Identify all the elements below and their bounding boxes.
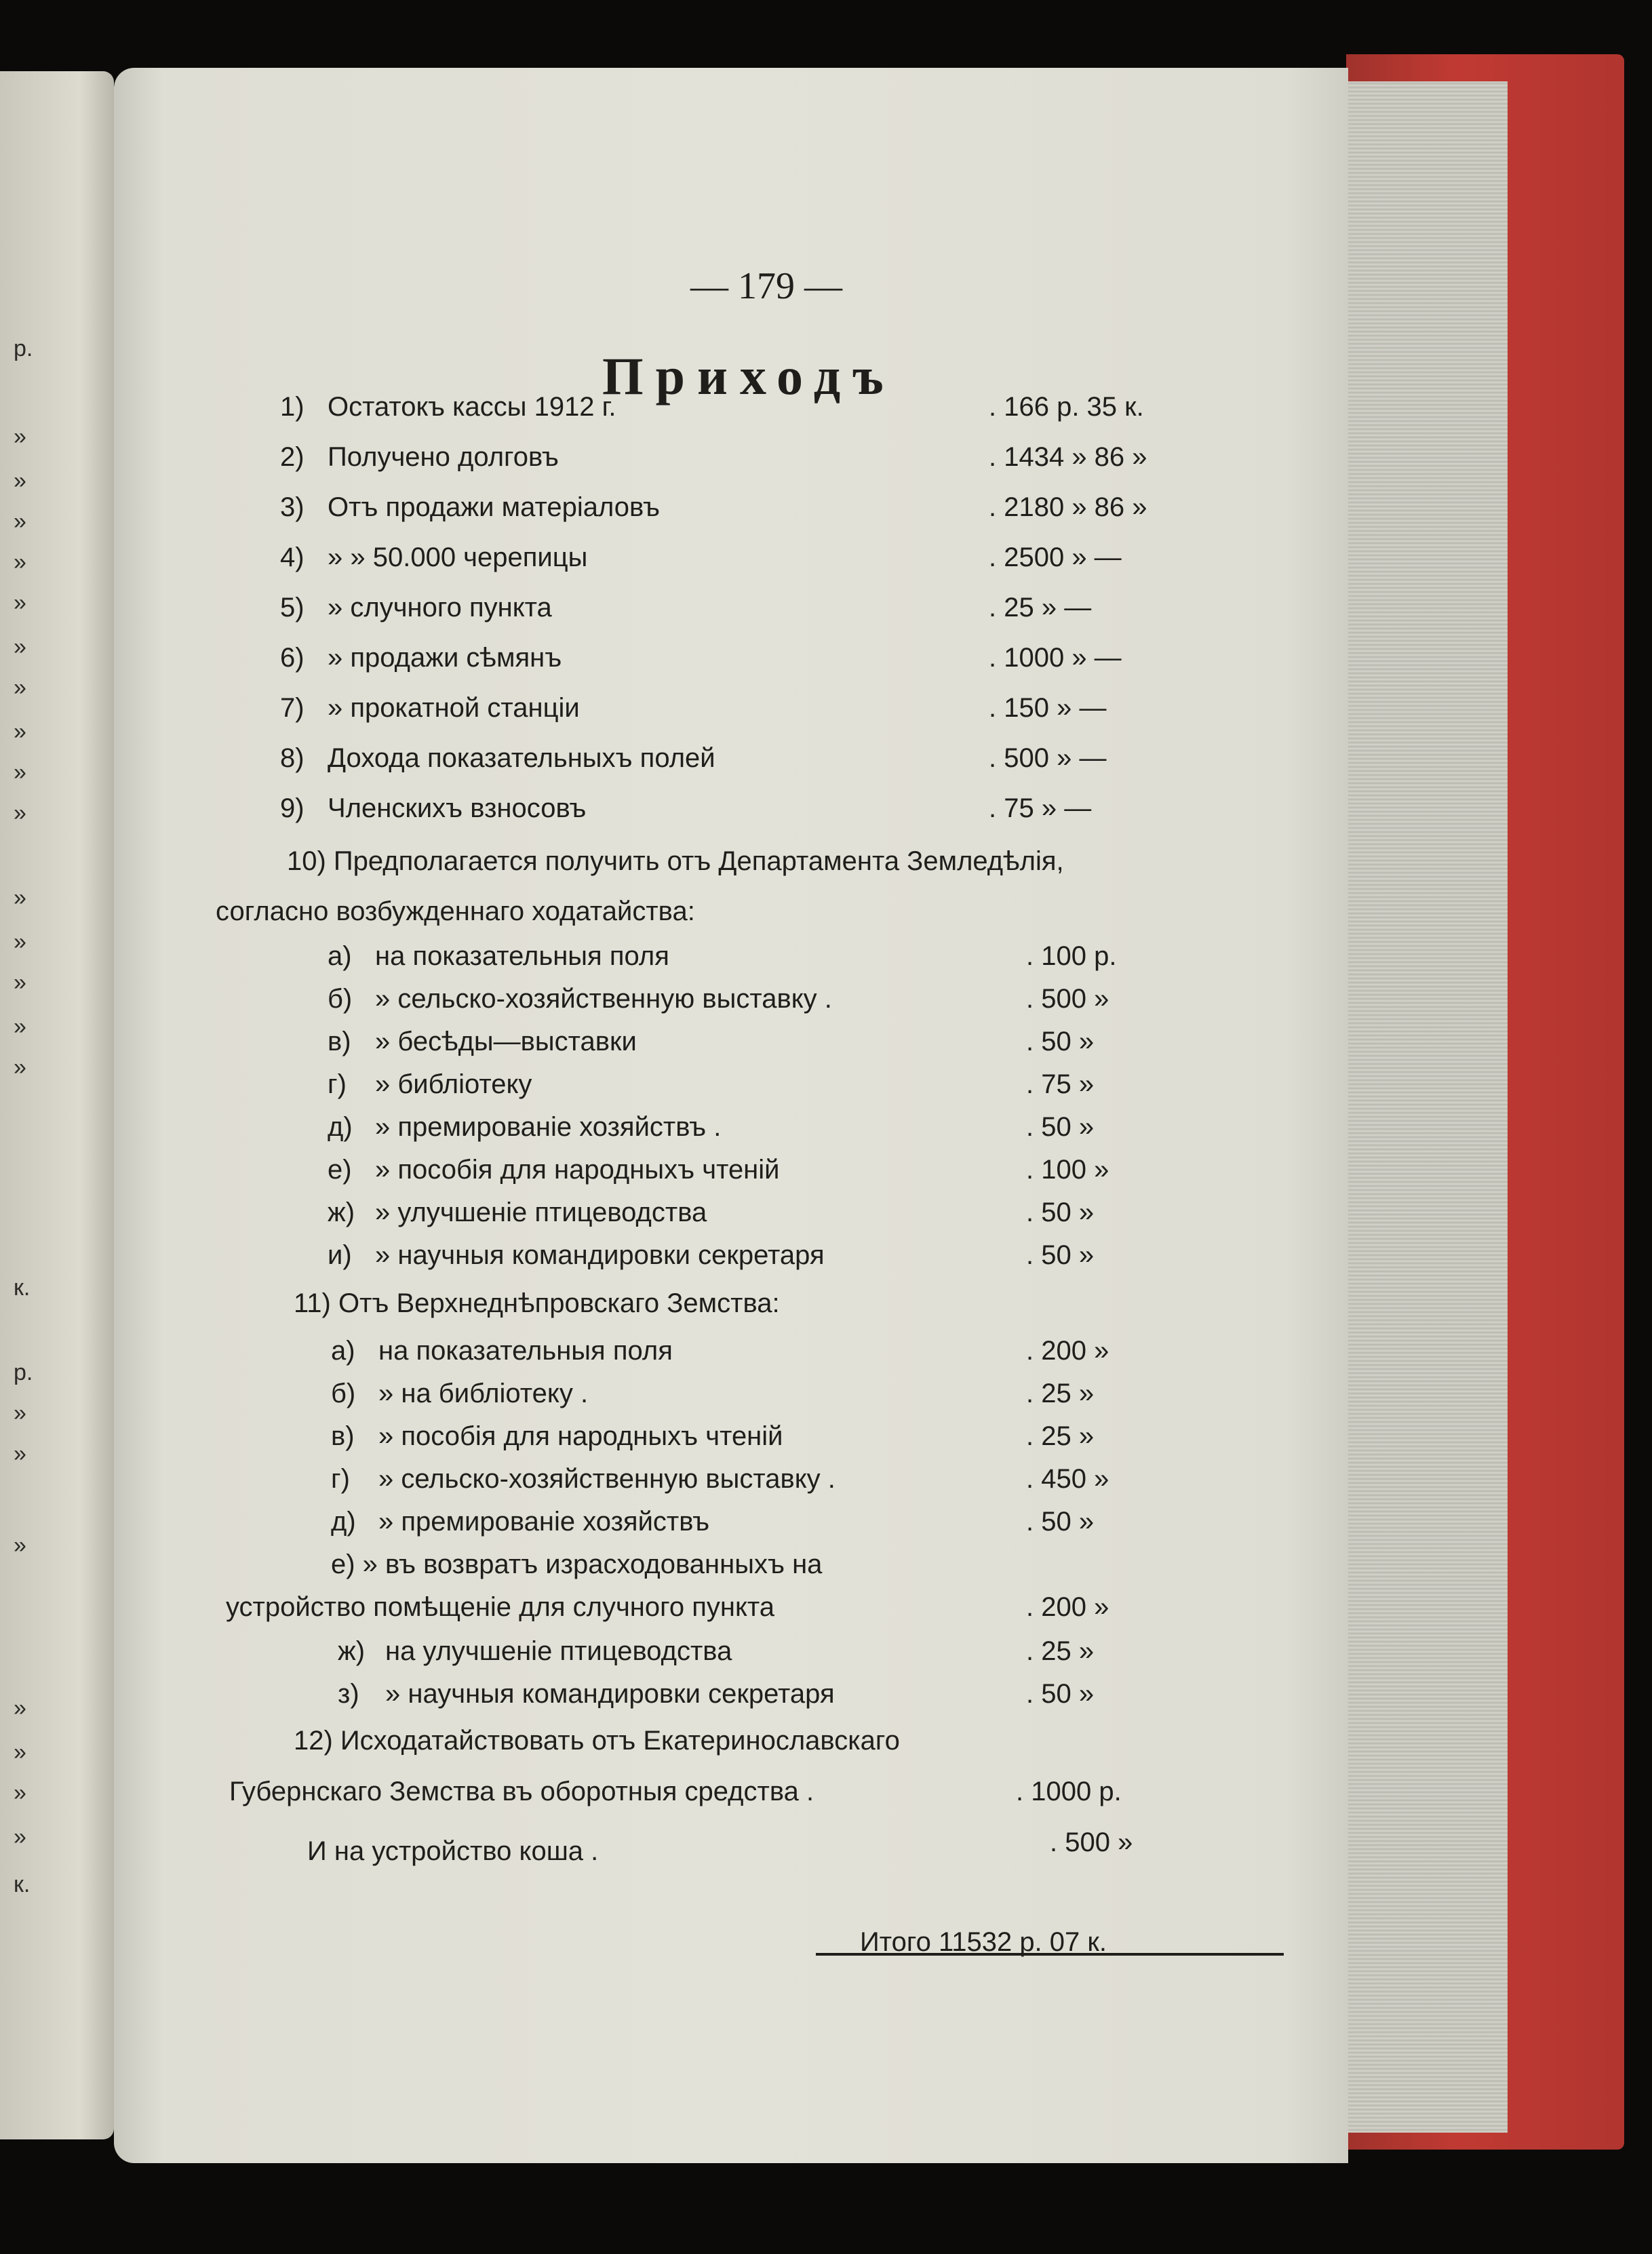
- sub-item-label: на улучшеніе птицеводства: [385, 1636, 732, 1666]
- item-number: 5): [280, 593, 304, 622]
- sub-item-number: в): [328, 1027, 351, 1056]
- item-label: Получено долговъ: [328, 442, 559, 472]
- sub-item-number: ж): [328, 1198, 355, 1227]
- sub-item-number: в): [331, 1421, 355, 1451]
- left-margin-mark: »: [14, 1054, 26, 1080]
- left-margin-mark: »: [14, 468, 26, 494]
- sub-item-amount: . 50 »: [1026, 1679, 1095, 1709]
- left-margin-mark: р.: [14, 336, 33, 361]
- kosh-amount: . 500 »: [1050, 1827, 1133, 1857]
- item-label: Остатокъ кассы 1912 г.: [328, 392, 616, 422]
- sub-item-number: д): [331, 1507, 356, 1537]
- left-margin-mark: р.: [14, 1360, 33, 1385]
- left-margin-mark: »: [14, 800, 26, 826]
- left-margin-mark: к.: [14, 1275, 31, 1301]
- item12-amount: . 1000 р.: [1016, 1777, 1122, 1806]
- sub-item-number: а): [331, 1336, 355, 1366]
- sub-item-label: » научныя командировки секретаря: [385, 1679, 835, 1709]
- item-number: 6): [280, 643, 304, 673]
- sub-item-amount: . 100 р.: [1026, 941, 1117, 971]
- item-amount: . 25 » —: [989, 593, 1092, 622]
- sub-item-e-cont: устройство помѣщеніе для случного пункта: [226, 1592, 775, 1622]
- left-margin-mark: »: [14, 1533, 26, 1558]
- left-margin-mark: »: [14, 970, 26, 995]
- sub-item-label: » премированіе хозяйствъ .: [375, 1112, 722, 1142]
- left-margin-mark: »: [14, 759, 26, 785]
- sub-item-number: и): [328, 1240, 352, 1270]
- sub-item-amount: . 50 »: [1026, 1027, 1095, 1056]
- item-number: 3): [280, 492, 304, 522]
- sub-item-amount: . 500 »: [1026, 984, 1109, 1014]
- left-margin-mark: »: [14, 1780, 26, 1806]
- sub-item-label: » на библіотеку .: [378, 1379, 589, 1408]
- sub-item-number: г): [328, 1069, 347, 1099]
- item-label: Дохода показательныхъ полей: [328, 743, 715, 773]
- left-margin-mark: »: [14, 929, 26, 955]
- item11-intro: 11) Отъ Верхнеднѣпровскаго Земства:: [294, 1288, 780, 1318]
- sub-item-number: ж): [338, 1636, 366, 1666]
- sub-item-number: б): [328, 984, 353, 1014]
- item-amount: . 150 » —: [989, 693, 1107, 723]
- sub-item-amount: . 50 »: [1026, 1240, 1095, 1270]
- sub-item-amount: . 25 »: [1026, 1636, 1095, 1666]
- sub-item-amount: . 25 »: [1026, 1421, 1095, 1451]
- sub-item-amount: . 25 »: [1026, 1379, 1095, 1408]
- sub-item-amount: . 100 »: [1026, 1155, 1109, 1185]
- sub-item-label: » пособія для народныхъ чтеній: [375, 1155, 780, 1185]
- sub-item-label: » улучшеніе птицеводства: [375, 1198, 707, 1227]
- left-margin-mark: »: [14, 1695, 26, 1721]
- item12: 12) Исходатайствовать отъ Екатеринославскаго: [294, 1726, 900, 1756]
- item-amount: . 2500 » —: [989, 542, 1122, 572]
- left-margin-mark: »: [14, 719, 26, 745]
- item-number: 1): [280, 392, 304, 422]
- sub-item-number: б): [331, 1379, 356, 1408]
- kosh-label: И на устройство коша .: [307, 1836, 599, 1866]
- sub-item-label: » сельско-хозяйственную выставку .: [375, 984, 832, 1014]
- sub-item-number: з): [338, 1679, 359, 1709]
- sub-item-label: » сельско-хозяйственную выставку .: [378, 1464, 835, 1494]
- item12-cont: Губернскаго Земства въ оборотныя средства .: [229, 1777, 814, 1806]
- left-margin-mark: »: [14, 424, 26, 450]
- item-amount: . 1000 » —: [989, 643, 1122, 673]
- left-margin-mark: »: [14, 590, 26, 616]
- sub-item-label: » бесѣды—выставки: [375, 1027, 637, 1056]
- left-margin-mark: »: [14, 1400, 26, 1426]
- item-amount: . 75 » —: [989, 793, 1092, 823]
- sub-item-label: » пособія для народныхъ чтеній: [378, 1421, 783, 1451]
- sub-item-number: г): [331, 1464, 350, 1494]
- sub-item-amount: . 450 »: [1026, 1464, 1109, 1494]
- item-amount: . 166 р. 35 к.: [989, 392, 1144, 422]
- left-margin-mark: »: [14, 1824, 26, 1850]
- right-page: [114, 68, 1348, 2163]
- page-number: — 179 —: [690, 265, 842, 307]
- left-margin-mark: »: [14, 549, 26, 575]
- item-label: » » 50.000 черепицы: [328, 542, 588, 572]
- sub-item-amount: . 75 »: [1026, 1069, 1095, 1099]
- item-label: » случного пункта: [328, 593, 552, 622]
- sub-item-amount: . 200 »: [1026, 1592, 1109, 1622]
- left-margin-mark: »: [14, 675, 26, 700]
- left-margin-mark: »: [14, 1739, 26, 1765]
- item-amount: . 2180 » 86 »: [989, 492, 1147, 522]
- item-number: 9): [280, 793, 304, 823]
- item-label: Отъ продажи матеріаловъ: [328, 492, 660, 522]
- total: Итого 11532 р. 07 к.: [860, 1927, 1107, 1957]
- item-label: » прокатной станціи: [328, 693, 580, 723]
- item-number: 7): [280, 693, 304, 723]
- sub-item-amount: . 50 »: [1026, 1198, 1095, 1227]
- page-title: Приходъ: [602, 347, 896, 406]
- sub-item-label: » научныя командировки секретаря: [375, 1240, 825, 1270]
- left-margin-mark: »: [14, 634, 26, 660]
- item-number: 8): [280, 743, 304, 773]
- sub-item-label: на показательныя поля: [378, 1336, 673, 1366]
- sub-item-label: на показательныя поля: [375, 941, 669, 971]
- sub-item-number: а): [328, 941, 352, 971]
- left-margin-mark: »: [14, 509, 26, 534]
- item10-intro: 10) Предполагается получить отъ Департамента Земледѣлія,: [287, 846, 1064, 876]
- item-number: 4): [280, 542, 304, 572]
- left-margin-mark: »: [14, 1014, 26, 1040]
- sub-item-label: » библіотеку: [375, 1069, 532, 1099]
- item10-intro-cont: согласно возбужденнаго ходатайства:: [216, 896, 695, 926]
- item-amount: . 1434 » 86 »: [989, 442, 1147, 472]
- sub-item-number: д): [328, 1112, 353, 1142]
- item-label: Членскихъ взносовъ: [328, 793, 587, 823]
- left-margin-mark: »: [14, 885, 26, 911]
- sub-item-amount: . 50 »: [1026, 1507, 1095, 1537]
- left-page: [0, 71, 114, 2139]
- sub-item-label: » премированіе хозяйствъ: [378, 1507, 710, 1537]
- sub-item-amount: . 50 »: [1026, 1112, 1095, 1142]
- sub-item-amount: . 200 »: [1026, 1336, 1109, 1366]
- left-margin-mark: »: [14, 1441, 26, 1467]
- sub-item-e: е) » въ возвратъ израсходованныхъ на: [331, 1549, 823, 1579]
- left-margin-mark: к.: [14, 1872, 31, 1897]
- item-label: » продажи сѣмянъ: [328, 643, 562, 673]
- item-number: 2): [280, 442, 304, 472]
- item-amount: . 500 » —: [989, 743, 1107, 773]
- page-edges: [1339, 81, 1508, 2133]
- sub-item-number: е): [328, 1155, 352, 1185]
